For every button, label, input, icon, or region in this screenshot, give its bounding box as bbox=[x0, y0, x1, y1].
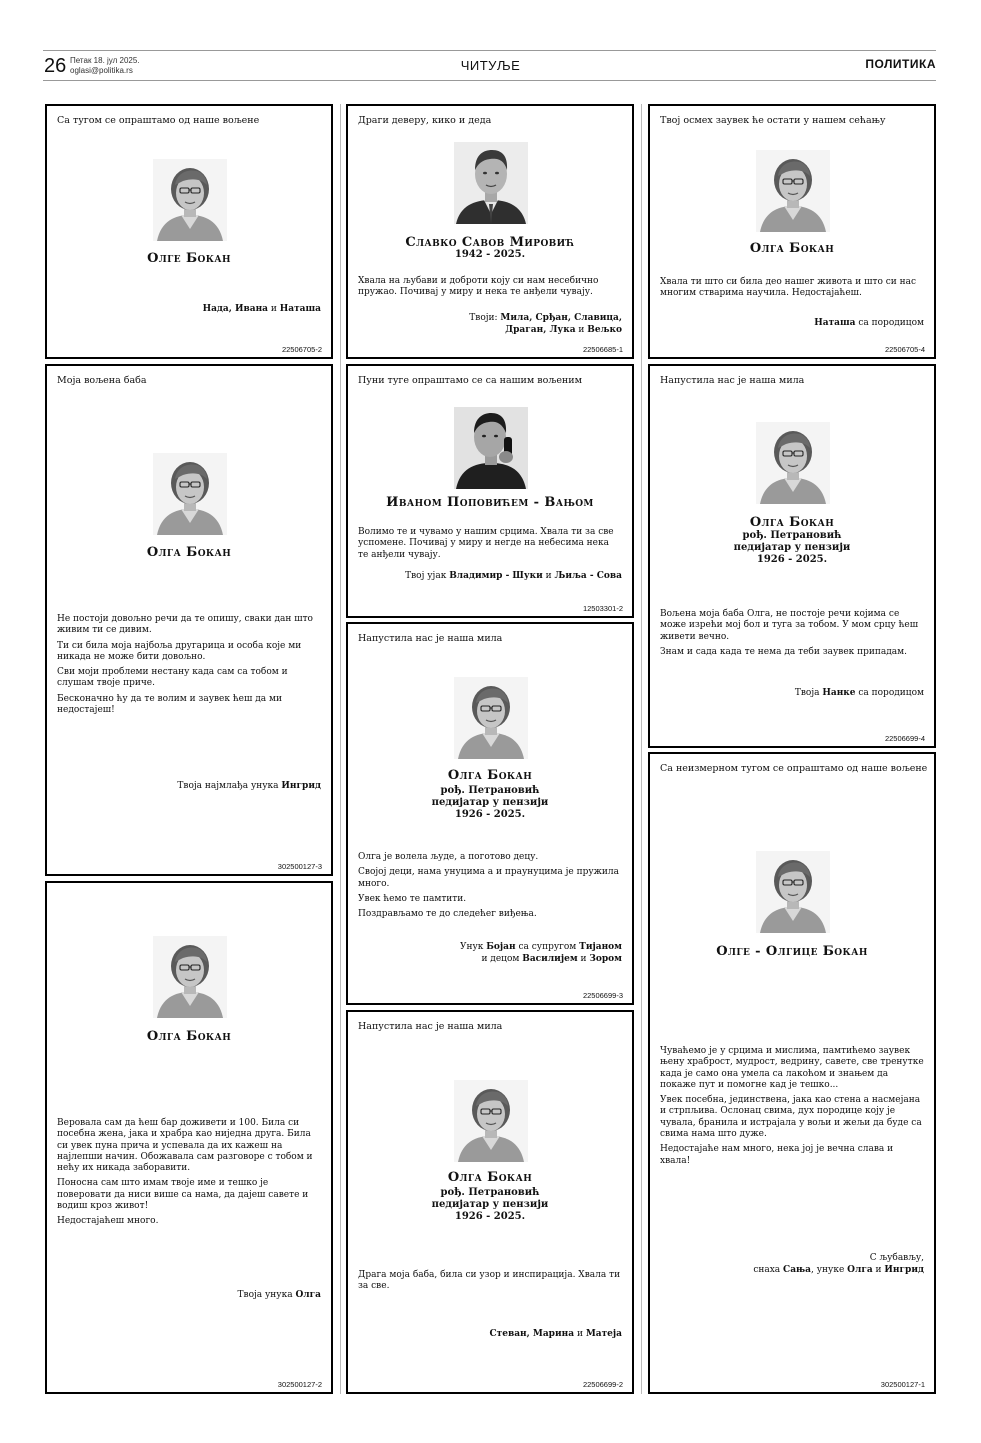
obituary-notice bbox=[346, 364, 634, 618]
notice-text bbox=[660, 1046, 924, 1171]
portrait-photo bbox=[153, 453, 227, 535]
sig-names: Олга bbox=[295, 1290, 321, 1300]
notice-text bbox=[57, 1118, 321, 1232]
sig-text: и bbox=[575, 325, 588, 335]
portrait-photo bbox=[454, 1080, 528, 1162]
sig-line bbox=[753, 1264, 924, 1276]
notice-text bbox=[358, 1270, 622, 1297]
page-number: 26 bbox=[44, 55, 67, 77]
portrait-photo bbox=[756, 851, 830, 933]
maiden-name: рођ. Петрановић bbox=[440, 785, 540, 796]
sig-names: Тијаном bbox=[579, 942, 622, 952]
notice-signature bbox=[814, 317, 924, 329]
sig-names: Ингрид bbox=[281, 781, 321, 791]
notice-paragraph: Недостајаће нам много, нека јој је вечна слава и хвала! bbox=[660, 1144, 894, 1166]
portrait-photo bbox=[153, 159, 227, 241]
newspaper-logo: ПОЛИТИКА bbox=[865, 57, 936, 71]
ad-code: 22506699-3 bbox=[582, 991, 623, 1000]
ad-code: 302500127-3 bbox=[277, 862, 322, 871]
notice-paragraph: Поносна сам што имам твоје име и тешко је поверовати да ниси више са нама, да дајеш савете и водиш кроз живот! bbox=[57, 1178, 309, 1212]
deceased-name: Олга Бокан bbox=[447, 1170, 533, 1185]
obituary-notice bbox=[45, 881, 333, 1394]
obituary-notice bbox=[346, 622, 634, 1005]
ad-code: 22506699-4 bbox=[884, 734, 925, 743]
sig-names: Зором bbox=[589, 954, 622, 964]
sig-text: са супругом bbox=[515, 942, 580, 952]
notice-paragraph: Вољена моја баба Олга, не постоје речи којима се може изрећи мој бол и туга за тобом. У мом срцу ћеш живети вечно. bbox=[660, 609, 919, 642]
notice-signature bbox=[405, 570, 622, 582]
ad-code: 302500127-2 bbox=[277, 1380, 322, 1389]
sig-names: Нада, Ивана bbox=[202, 304, 269, 314]
notice-heading: Напустила нас је наша мила bbox=[358, 1021, 503, 1032]
portrait-photo bbox=[454, 677, 528, 759]
notice-heading: Моја вољена баба bbox=[57, 375, 147, 386]
notice-paragraph: Олга је волела људе, а поготово децу. bbox=[358, 852, 539, 862]
notice-heading: Са тугом се опраштамо од наше вољене bbox=[57, 115, 260, 126]
notice-paragraph: Хвала ти што си била део нашег живота и што си нас многим стварима научила. Недостајаћеш. bbox=[660, 277, 917, 299]
deceased-name: Олга Бокан bbox=[146, 1029, 232, 1044]
sig-names: Матеја bbox=[585, 1329, 622, 1339]
notice-heading: Напустила нас је наша мила bbox=[660, 375, 805, 386]
sig-text: и bbox=[542, 571, 555, 581]
sig-text: Унук bbox=[459, 942, 487, 952]
sig-text: снаха bbox=[753, 1265, 784, 1275]
notice-heading: Напустила нас је наша мила bbox=[358, 633, 503, 644]
sig-text: , унуке bbox=[811, 1265, 848, 1275]
sig-text: са породицом bbox=[855, 318, 924, 328]
sig-names: Сања bbox=[783, 1265, 812, 1275]
ad-code: 22506705-4 bbox=[884, 345, 925, 354]
notice-paragraph: Увек ћемо те памтити. bbox=[358, 893, 467, 904]
notice-heading: Пуни туге опраштамо се са нашим вољеним bbox=[358, 375, 582, 386]
column-rule bbox=[340, 104, 341, 1394]
section-title: ЧИТУЉЕ bbox=[460, 58, 521, 73]
ad-code: 302500127-1 bbox=[880, 1380, 925, 1389]
profession: педијатар у пензији bbox=[733, 542, 851, 553]
sig-names: Нанке bbox=[822, 688, 856, 698]
sig-text: Твоја унука bbox=[237, 1290, 296, 1300]
maiden-name: рођ. Петрановић bbox=[742, 530, 842, 541]
life-years: 1942 - 2025. bbox=[454, 249, 526, 260]
sig-line bbox=[460, 941, 622, 953]
sig-text: Твоја најмлађа унука bbox=[177, 781, 282, 791]
header-bottom-rule bbox=[43, 80, 936, 81]
sig-names: Ингрид bbox=[884, 1265, 924, 1275]
portrait-photo bbox=[454, 407, 528, 489]
deceased-name: Олга Бокан bbox=[146, 545, 232, 560]
obituary-notice bbox=[648, 752, 936, 1394]
notice-signature bbox=[469, 312, 622, 336]
portrait-photo bbox=[756, 422, 830, 504]
sig-text: и bbox=[574, 1329, 586, 1339]
ad-code: 22506685-1 bbox=[582, 345, 623, 354]
notice-heading: Драги девeру, кико и деда bbox=[358, 115, 492, 126]
sig-names: Љиља - Сова bbox=[554, 571, 622, 581]
notice-paragraph: Сви моји проблеми нестану када сам са тобом и слушам твоје приче. bbox=[57, 667, 288, 689]
notice-text bbox=[358, 852, 622, 924]
notice-heading: Са неизмерном тугом се опраштамо од наше вољене bbox=[660, 763, 928, 774]
notice-paragraph: Ти си била моја најбоља другарица и особа које ми никада не може бити довољно. bbox=[57, 640, 302, 662]
issue-date: Петак 18. јул 2025. bbox=[70, 56, 140, 65]
deceased-name: Олга Бокан bbox=[749, 241, 835, 256]
sig-line bbox=[469, 312, 622, 324]
sig-text: и bbox=[577, 954, 590, 964]
notice-paragraph: Чуваћемо је у срцима и мислима, памтићемо заувек њену храброст, мудрост, ведрину, савете, све тренутке када је само она умела са лакоћом и знањем да покаже пут и помогне кад је тешко... bbox=[660, 1046, 924, 1090]
sig-names: Наташа bbox=[279, 304, 321, 314]
profession: педијатар у пензији bbox=[431, 797, 549, 808]
ad-code: 12503301-2 bbox=[582, 604, 623, 613]
sig-text: са породицом bbox=[855, 688, 924, 698]
sig-text: и bbox=[268, 304, 280, 314]
notice-paragraph: Веровала сам да ћеш бар доживети и 100. Била си посебна жена, јака и храбра као ниједна друга. Била си увек пуна прича и успевала да их кажеш на најлепши начин. Обожавала сам разговоре с тобом и нећу их никада заборавити. bbox=[57, 1118, 313, 1174]
notice-signature bbox=[753, 1252, 924, 1276]
obituary-notice bbox=[346, 104, 634, 359]
notice-paragraph: Волимо те и чувамо у нашим срцима. Хвала ти за све успомене. Почивај у миру и негде на небесима нека те анђели чувају. bbox=[358, 527, 614, 560]
sig-names: Олга bbox=[847, 1265, 873, 1275]
notice-text bbox=[660, 609, 924, 662]
obituary-notice bbox=[45, 104, 333, 359]
sig-text: и децом bbox=[481, 954, 523, 964]
obituary-notice bbox=[45, 364, 333, 876]
portrait-photo bbox=[153, 936, 227, 1018]
notice-text bbox=[660, 277, 924, 304]
notice-text bbox=[57, 614, 321, 720]
sig-text: С љубављу, bbox=[869, 1253, 924, 1263]
notice-paragraph: Хвала на љубави и доброти коју си нам несебично пружао. Почивај у миру и нека те анђели чувају. bbox=[358, 276, 599, 298]
header-top-rule bbox=[43, 50, 936, 51]
ad-code: 22506699-2 bbox=[582, 1380, 623, 1389]
sig-text: Твоји: bbox=[469, 313, 501, 323]
notice-signature bbox=[203, 303, 321, 315]
sig-line bbox=[469, 324, 622, 336]
deceased-name: Иваном Поповићем - Вањом bbox=[386, 495, 594, 510]
sig-names: Наташа bbox=[814, 318, 856, 328]
notice-paragraph: Недостајаћеш много. bbox=[57, 1216, 159, 1227]
life-years: 1926 - 2025. bbox=[756, 554, 828, 565]
life-years: 1926 - 2025. bbox=[454, 809, 526, 820]
sig-line bbox=[753, 1252, 924, 1264]
sig-names: Бојан bbox=[486, 942, 516, 952]
deceased-name: Славко Савов Мировић bbox=[405, 235, 575, 250]
sig-text: и bbox=[872, 1265, 885, 1275]
sig-line bbox=[460, 953, 622, 965]
notice-paragraph: Не постоји довољно речи да те опишу, сваки дан што живим ти се дивим. bbox=[57, 614, 313, 636]
notice-paragraph: Знам и сада када те нема да теби заувек припадам. bbox=[660, 646, 908, 657]
sig-names: Стеван, Марина bbox=[489, 1329, 575, 1339]
column-rule bbox=[641, 104, 642, 1394]
sig-names: Вељко bbox=[587, 325, 622, 335]
profession: педијатар у пензији bbox=[431, 1199, 549, 1210]
notice-text bbox=[358, 527, 622, 565]
notice-signature bbox=[460, 941, 622, 965]
notice-text bbox=[358, 276, 622, 303]
notice-paragraph: Бесконачно ћу да те волим и заувек ћеш да ми недостајеш! bbox=[57, 693, 282, 716]
notice-paragraph: Увек посебна, јединствена, јака као стена а насмејана и стрпљива. Ослонац свима, дух породице коју је чувала, бранила и истрајала у вољи и жељи да буде са свима нама што дуже. bbox=[660, 1095, 922, 1140]
sig-text: Твоја bbox=[794, 688, 823, 698]
notice-signature bbox=[177, 780, 321, 792]
obituary-notice bbox=[648, 364, 936, 748]
maiden-name: рођ. Петрановић bbox=[440, 1187, 540, 1198]
portrait-photo bbox=[756, 150, 830, 232]
obituary-notice bbox=[346, 1010, 634, 1394]
sig-names: Драган, Лука bbox=[505, 325, 576, 335]
notice-signature bbox=[489, 1328, 622, 1340]
deceased-name: Олга Бокан bbox=[749, 515, 835, 530]
notice-signature bbox=[795, 687, 924, 699]
sig-names: Мила, Срђан, Славица, bbox=[500, 313, 622, 323]
portrait-photo bbox=[454, 142, 528, 224]
notice-signature bbox=[238, 1289, 322, 1301]
notice-paragraph: Поздрављамо те до следећег виђења. bbox=[358, 909, 537, 920]
contact-email: oglasi@politika.rs bbox=[70, 66, 133, 75]
sig-text: Твој ујак bbox=[405, 571, 450, 581]
notice-heading: Твој осмех заувек ће остати у нашем сећању bbox=[660, 115, 886, 126]
deceased-name: Олга Бокан bbox=[447, 768, 533, 783]
deceased-name: Олге Бокан bbox=[147, 251, 231, 266]
ad-code: 22506705-2 bbox=[281, 345, 322, 354]
deceased-name: Олге - Олгице Бокан bbox=[716, 944, 868, 959]
obituary-notice bbox=[648, 104, 936, 359]
notice-paragraph: Драга моја баба, била си узор и инспирација. Хвала ти за све. bbox=[358, 1270, 621, 1292]
sig-names: Владимир - Шуки bbox=[449, 571, 543, 581]
life-years: 1926 - 2025. bbox=[454, 1211, 526, 1222]
sig-names: Василијем bbox=[522, 954, 578, 964]
notice-paragraph: Својој деци, нама унуцима а и праунуцима је пружила много. bbox=[358, 867, 620, 889]
